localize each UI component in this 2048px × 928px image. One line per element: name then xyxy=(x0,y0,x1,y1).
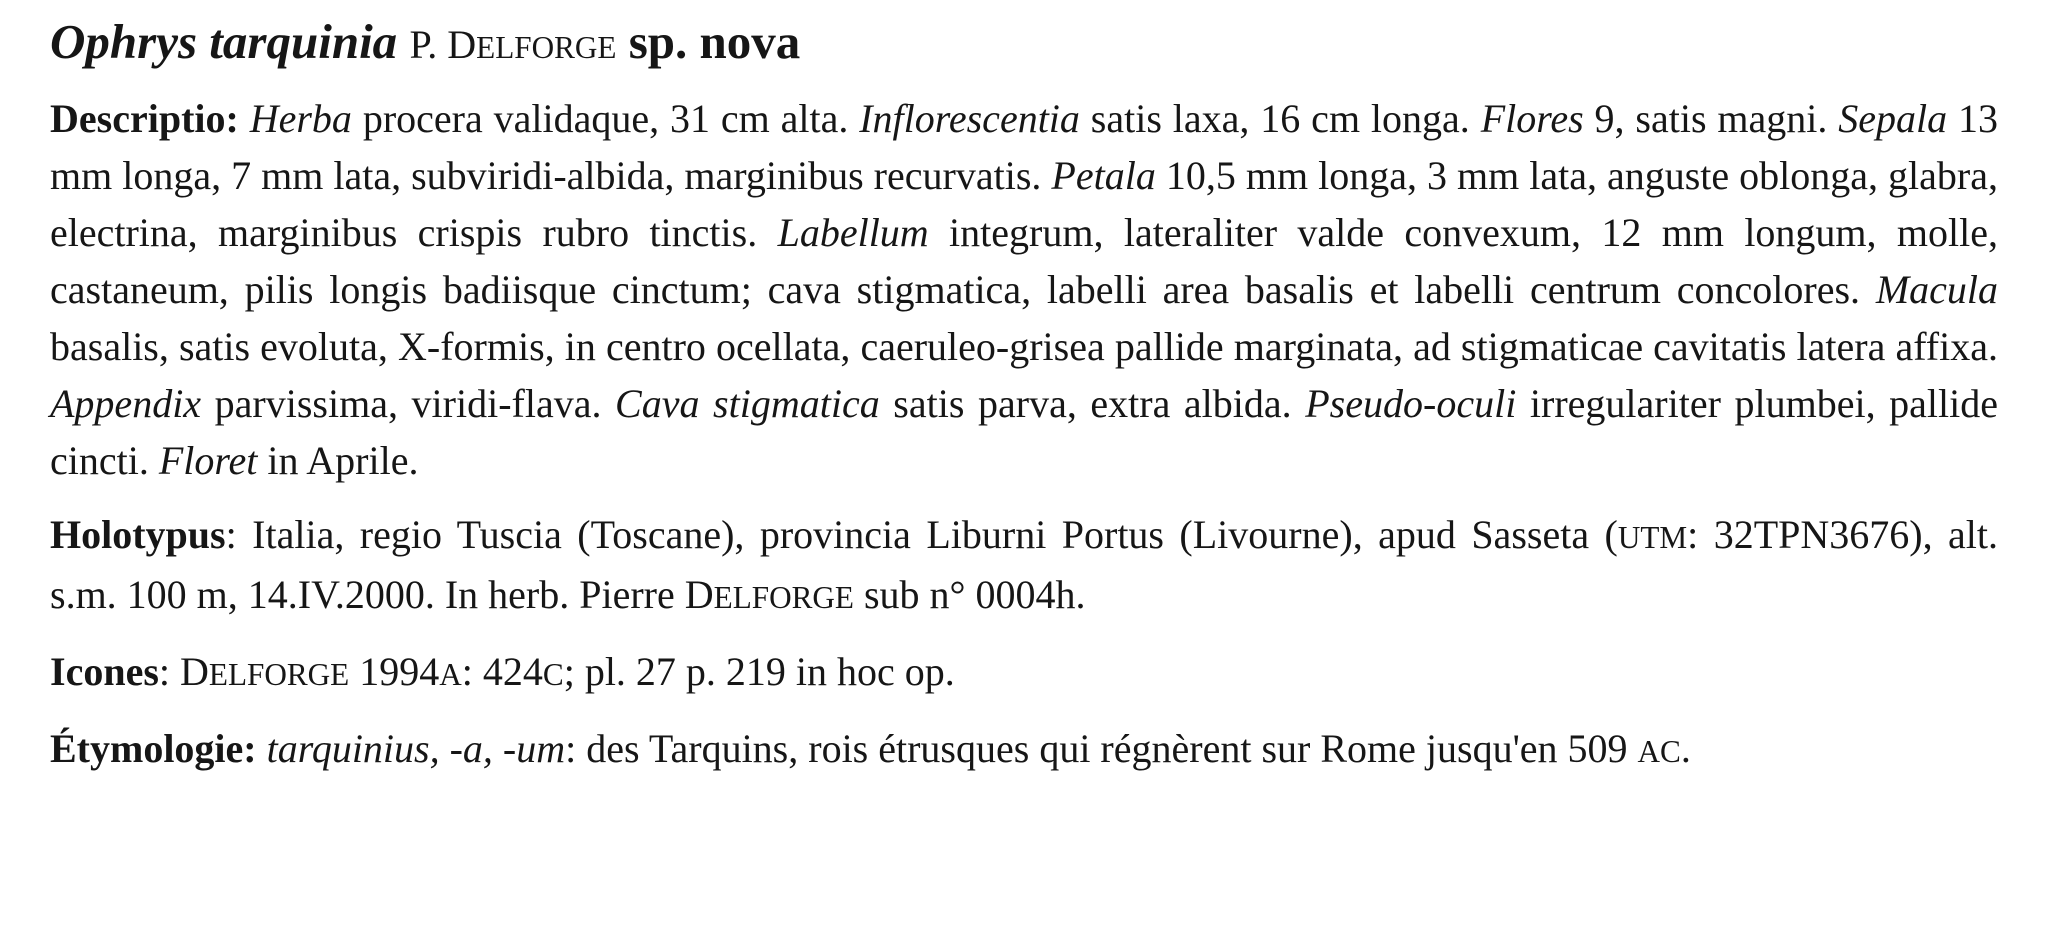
term-macula: Macula xyxy=(1875,267,1998,312)
utm-abbrev: UTM xyxy=(1617,520,1688,555)
icones-label: Icones xyxy=(50,649,159,694)
term-herba: Herba xyxy=(249,96,352,141)
holotypus-label: Holotypus xyxy=(50,512,226,557)
term-appendix: Appendix xyxy=(50,381,202,426)
species-heading xyxy=(50,12,1998,78)
term-inflorescentia: Inflorescentia xyxy=(859,96,1080,141)
author-name: P. DELFORGE xyxy=(409,22,617,67)
description-paragraph: Descriptio: Herba procera validaque, 31 cm alta. Inflorescentia satis laxa, 16 cm longa. Flores 9, satis magni. Sepala 13 mm longa, 7 mm lata, subviridi-albida, marginibus recurvatis. Petala 10,5 mm longa, 3 mm lata, anguste oblonga, glabra, electrina, marginibus crispis rubro tinctis. Labellum integrum, lateraliter valde convexum, 12 mm longum, molle, castaneum, pilis longis badiisque cinctum; cava stigmatica, labelli area basalis et labelli centrum concolores. Macula basalis, satis evoluta, X-formis, in centro ocellata, caeruleo-grisea pallide marginata, ad stigmaticae cavitatis latera affixa. Appendix parvissima, viridi-flava. Cava stigmatica satis parva, extra albida. Pseudo-oculi irregulariter plumbei, pallide cincti. Floret in Aprile. xyxy=(50,96,1999,483)
term-floret: Floret xyxy=(158,438,258,483)
species-name: Ophrys tarquinia xyxy=(50,14,398,69)
term-petala: Petala xyxy=(1051,153,1156,198)
holotypus-paragraph: Holotypus: Italia, regio Tuscia (Toscane), provincia Liburni Portus (Livourne), apud Sasseta (UTM: 32TPN3676), alt. s.m. 100 m, 14.IV.2000. In herb. Pierre DELFORGE sub n° 0004h. xyxy=(50,512,1998,617)
term-cava-stigmatica: Cava stigmatica xyxy=(615,381,880,426)
description-label: Descriptio: xyxy=(50,96,239,141)
term-sepala: Sepala xyxy=(1838,96,1948,141)
etymologie-paragraph: Étymologie: tarquinius, -a, -um: des Tarquins, rois étrusques qui régnèrent sur Rome jusqu'en 509 AC. xyxy=(50,726,1691,771)
document-page xyxy=(50,12,1998,797)
term-flores: Flores xyxy=(1480,96,1584,141)
etymologie-label: Étymologie: xyxy=(50,726,257,771)
etymology-term: tarquinius, -a, -um xyxy=(266,726,566,771)
icones-paragraph: Icones: DELFORGE 1994A: 424C; pl. 27 p. 219 in hoc op. xyxy=(50,649,955,694)
term-labellum: Labellum xyxy=(777,210,929,255)
nomenclatural-status: sp. nova xyxy=(628,14,801,69)
term-pseudo-oculi: Pseudo-oculi xyxy=(1305,381,1517,426)
